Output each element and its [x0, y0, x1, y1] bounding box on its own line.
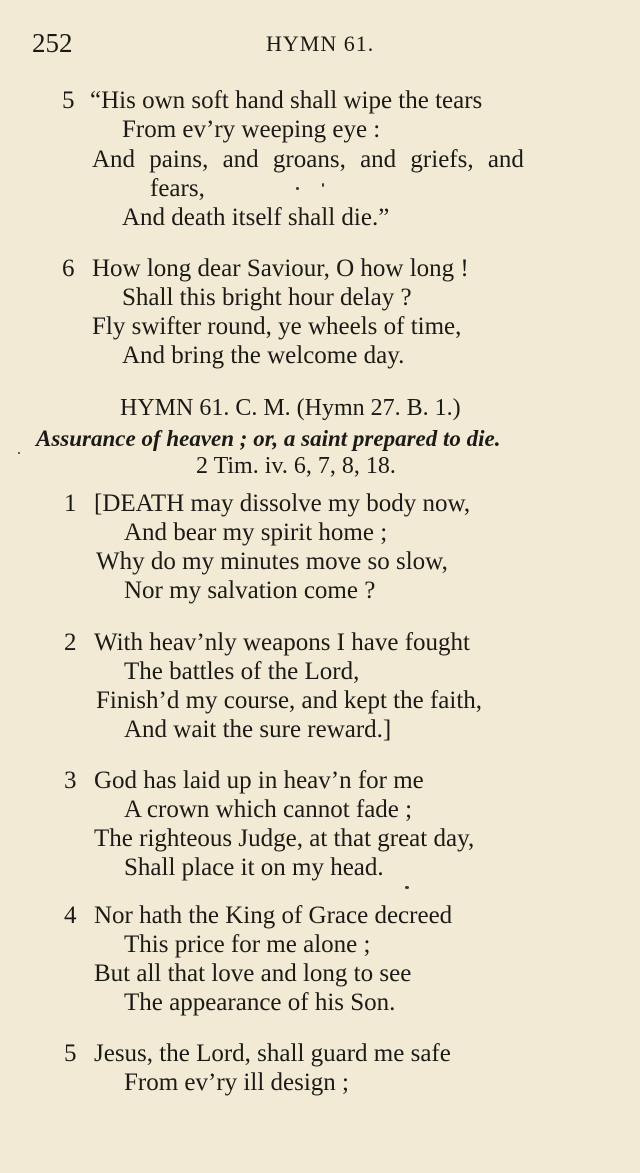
page-number: 252 — [32, 28, 73, 58]
stanza-number: 5 — [62, 87, 75, 114]
verse-line: Shall place it on my head. — [124, 854, 384, 881]
stanza-number: 6 — [62, 255, 75, 282]
verse-line: Jesus, the Lord, shall guard me safe — [94, 1040, 451, 1067]
print-speck — [18, 452, 20, 454]
verse-line: [DEATH may dissolve my body now, — [94, 490, 471, 517]
verse-line: Fly swifter round, ye wheels of time, — [92, 313, 462, 340]
verse-line: How long dear Saviour, O how long ! — [92, 255, 469, 282]
stanza-number: 3 — [64, 767, 77, 794]
running-head-title: HYMN 61. — [266, 31, 375, 56]
stanza-number: 4 — [64, 902, 77, 929]
print-speck — [322, 183, 324, 187]
verse-line: Nor my salvation come ? — [124, 577, 376, 604]
verse-line: And bring the welcome day. — [122, 342, 405, 369]
verse-line: And death itself shall die.” — [122, 204, 390, 231]
verse-line: fears, — [150, 175, 205, 202]
verse-line: The battles of the Lord, — [124, 658, 360, 685]
verse-line: Why do my minutes move so slow, — [96, 548, 448, 575]
stanza-number: 2 — [64, 629, 77, 656]
verse-line: God has laid up in heav’n for me — [94, 767, 424, 794]
scripture-reference: 2 Tim. iv. 6, 7, 8, 18. — [196, 453, 396, 479]
verse-line: And pains, and groans, and griefs, and — [92, 146, 524, 173]
verse-line: The righteous Judge, at that great day, — [94, 825, 475, 852]
hymn-subtitle: Assurance of heaven ; or, a saint prepared to die. — [36, 426, 501, 451]
verse-line: This price for me alone ; — [124, 931, 371, 958]
verse-line: Finish’d my course, and kept the faith, — [96, 687, 483, 714]
verse-line: “His own soft hand shall wipe the tears — [90, 87, 483, 114]
hymn-title: HYMN 61. C. M. (Hymn 27. B. 1.) — [120, 395, 461, 421]
verse-line: With heav’nly weapons I have fought — [94, 629, 470, 656]
print-speck — [405, 886, 409, 889]
verse-line: The appearance of his Son. — [124, 989, 396, 1016]
stanza-number: 1 — [64, 490, 77, 517]
verse-line: From ev’ry ill design ; — [124, 1069, 349, 1096]
verse-line: Nor hath the King of Grace decreed — [94, 902, 453, 929]
verse-line: Shall this bright hour delay ? — [122, 284, 412, 311]
print-speck — [296, 187, 299, 190]
verse-line: But all that love and long to see — [94, 960, 412, 987]
verse-line: And bear my spirit home ; — [124, 519, 388, 546]
verse-line: And wait the sure reward.] — [124, 716, 392, 743]
verse-line: A crown which cannot fade ; — [124, 796, 413, 823]
verse-line: From ev’ry weeping eye : — [122, 116, 381, 143]
stanza-number: 5 — [64, 1040, 77, 1067]
